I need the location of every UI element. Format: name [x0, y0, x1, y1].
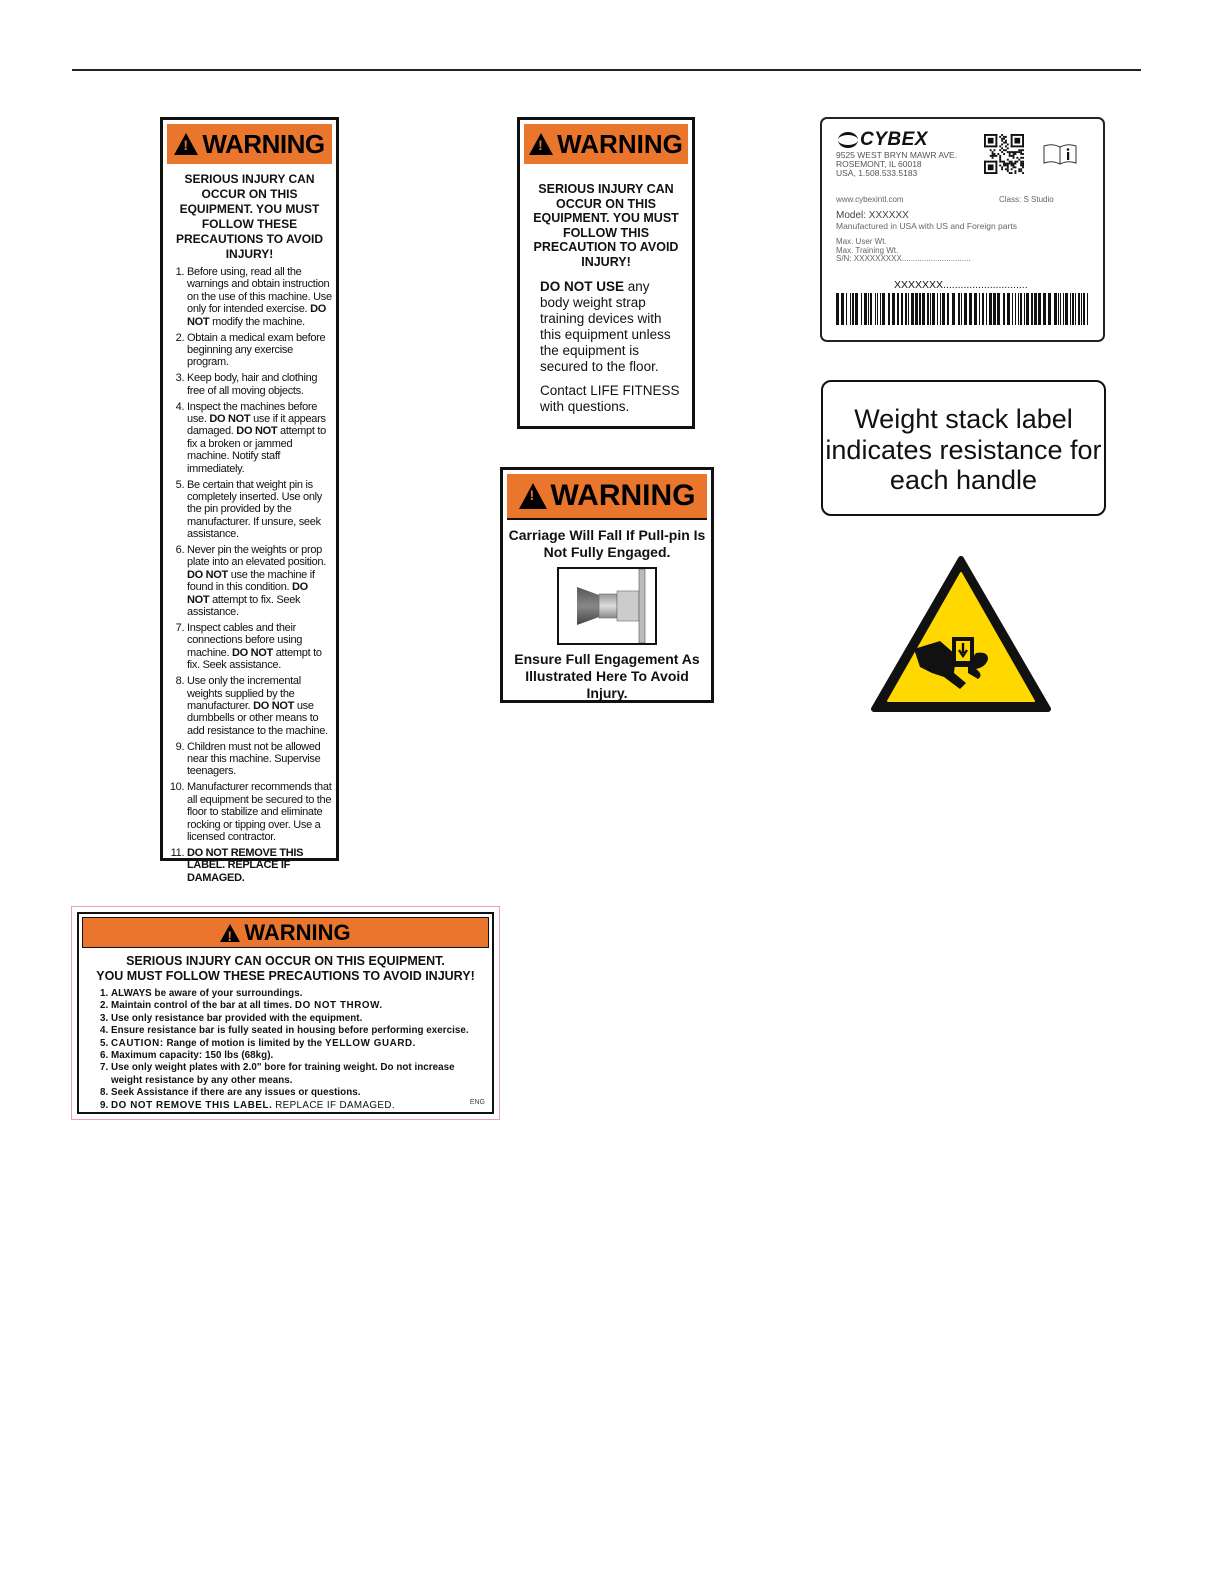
cybex-address: 9525 WEST BRYN MAWR AVE. ROSEMONT, IL 60018 USA, 1.508.533.5183	[836, 150, 958, 178]
precaution-item: 3. Use only resistance bar provided with the equipment.	[111, 1013, 486, 1025]
precaution-item: 9. Children must not be allowed near this machine. Supervise teenagers.	[187, 741, 332, 778]
warning-triangle-icon	[174, 133, 198, 155]
precaution-item: 6. Maximum capacity: 150 lbs (68kg).	[111, 1050, 486, 1062]
warning-contact: Contact LIFE FITNESS with questions.	[540, 383, 680, 414]
precaution-item: 8. Use only the incremental weights supplied by the manufacturer. DO NOT use dumbbells or other means to add resistance to the machine.	[187, 675, 332, 737]
warning-header: ! WARNING	[82, 917, 489, 948]
precaution-item: 11. DO NOT REMOVE THIS LABEL. REPLACE IF DAMAGED.	[187, 847, 332, 884]
precaution-item: 7. Inspect cables and their connections before using machine. DO NOT attempt to fix. Seek assistance.	[187, 622, 332, 672]
precaution-item: 1. ALWAYS be aware of your surroundings.	[111, 988, 486, 1000]
warning-header: ! WARNING	[167, 124, 332, 164]
precaution-item: 4. Inspect the machines before use. DO NOT use if it appears damaged. DO NOT attempt to fix a broken or jammed machine. Notify staff immediately.	[187, 401, 332, 475]
weight-stack-note: Weight stack label indicates resistance for each handle	[821, 380, 1106, 516]
cybex-logo: CYBEX	[838, 129, 928, 151]
warning-label-strap-training	[517, 117, 695, 429]
pull-pin-warning-text: Carriage Will Fall If Pull-pin Is Not Fully Engaged.	[508, 527, 706, 560]
warning-label-pull-pin	[500, 467, 714, 703]
precaution-item: 2. Maintain control of the bar at all times. DO NOT THROW.	[111, 1000, 486, 1012]
cybex-swoosh-icon	[838, 132, 858, 148]
warning-label-frame	[77, 912, 494, 1114]
cybex-model: Model: XXXXXX	[836, 210, 909, 221]
precaution-item: 1. Before using, read all the warnings and obtain instruction on the use of this machine. Use only for intended exercise. DO NOT modify the machine.	[187, 266, 332, 328]
cybex-code: XXXXXXX.............................	[894, 279, 1028, 291]
cybex-website: www.cybexintl.com	[836, 195, 904, 204]
precaution-item: 4. Ensure resistance bar is fully seated in housing before performing exercise.	[111, 1025, 486, 1037]
pull-pin-icon	[559, 569, 655, 643]
warning-triangle-icon	[529, 133, 553, 155]
precaution-item: 3. Keep body, hair and clothing free of all moving objects.	[187, 372, 332, 397]
warning-triangle-icon	[519, 483, 547, 509]
qr-code-icon	[984, 134, 1024, 174]
warning-label-resistance-bar	[71, 906, 500, 1120]
precaution-list	[163, 266, 336, 884]
precaution-list	[79, 988, 492, 1112]
header-rule	[72, 69, 1141, 71]
warning-headline: SERIOUS INJURY CAN OCCUR ON THIS EQUIPMENT. YOU MUST FOLLOW THESE PRECAUTIONS TO AVOID INJURY!	[96, 954, 475, 983]
cybex-class: Class: S Studio	[999, 195, 1054, 204]
warning-header: ! WARNING	[507, 474, 707, 520]
warning-triangle-icon	[220, 924, 240, 942]
precaution-item: 8. Seek Assistance if there are any issues or questions.	[111, 1087, 486, 1099]
cybex-manufactured: Manufactured in USA with US and Foreign parts	[836, 221, 1017, 231]
precaution-item: 6. Never pin the weights or prop plate into an elevated position. DO NOT use the machine if found in this condition. DO NOT attempt to fix. Seek assistance.	[187, 544, 332, 618]
cybex-serial-label	[820, 117, 1105, 342]
warning-headline: SERIOUS INJURY CAN OCCUR ON THIS EQUIPMENT. YOU MUST FOLLOW THIS PRECAUTION TO AVOID INJURY!	[533, 182, 679, 269]
language-code: ENG	[469, 1099, 485, 1106]
precaution-item: 5. CAUTION: Range of motion is limited by the YELLOW GUARD.	[111, 1038, 486, 1050]
engagement-instruction: Ensure Full Engagement As Illustrated Here To Avoid Injury.	[514, 651, 700, 701]
warning-label-precautions	[160, 117, 339, 884]
precaution-item: 9. DO NOT REMOVE THIS LABEL. REPLACE IF DAMAGED.	[111, 1100, 486, 1112]
pull-pin-illustration	[557, 567, 657, 645]
barcode-icon	[836, 293, 1091, 325]
precaution-item: 5. Be certain that weight pin is completely inserted. Use only the pin provided by the manufacturer. If unsure, seek assistance.	[187, 479, 332, 541]
manual-info-icon	[1042, 143, 1078, 165]
precaution-item: 7. Use only weight plates with 2.0" bore for training weight. Do not increase weight resistance by any other means.	[111, 1062, 486, 1087]
warning-headline: SERIOUS INJURY CAN OCCUR ON THIS EQUIPMENT. YOU MUST FOLLOW THESE PRECAUTIONS TO AVOID INJURY!	[175, 172, 324, 261]
warning-body: DO NOT USE any body weight strap training devices with this equipment unless the equipment is secured to the floor.	[540, 279, 671, 374]
precaution-item: 10. Manufacturer recommends that all equipment be secured to the floor to stabilize and eliminate rocking or tipping over. Use a licensed contractor.	[187, 781, 332, 843]
cybex-max-weights: Max. User Wt. Max. Training Wt. S/N: XXXXXXXXX...............................	[836, 237, 971, 263]
precaution-item: 2. Obtain a medical exam before beginning any exercise program.	[187, 332, 332, 369]
warning-header: ! WARNING	[524, 124, 688, 164]
hand-pinch-hazard-icon	[870, 555, 1052, 715]
